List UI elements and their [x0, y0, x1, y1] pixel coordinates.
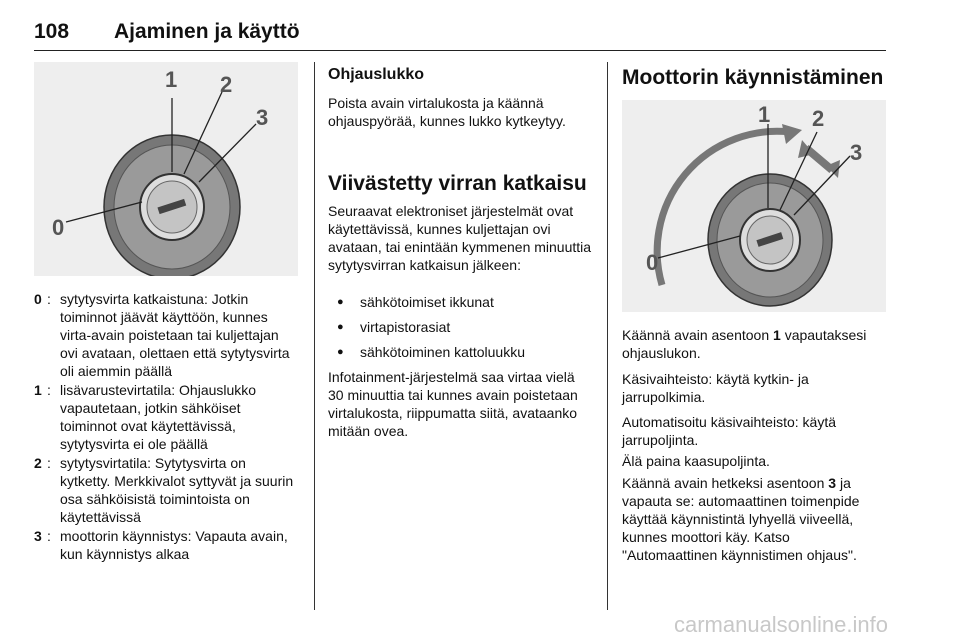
ignition-switch-illustration: [34, 62, 298, 276]
definition-key: 1: [34, 382, 42, 398]
definition-item: [34, 381, 300, 453]
text-run: ja vapauta se: automaattinen toimenpide käyttää käynnistintä lyhyellä viiveellä, kunnes moottori käy. Katso "Automaattinen käynnistimen ohjaus".: [622, 475, 860, 563]
engine-start-step-1: [622, 326, 888, 362]
engine-start-heading: Moottorin käynnistäminen: [622, 66, 884, 89]
position-number: 3: [828, 475, 837, 491]
ignition-switch-figure: [34, 62, 298, 276]
column-divider: [607, 62, 608, 610]
definition-item: [34, 454, 300, 526]
engine-start-automated-gearbox: Automatisoitu käsivaihteisto: käytä jarrupoljinta.: [622, 414, 836, 448]
text-run: Käännä avain asentoon: [622, 327, 774, 343]
list-item: ● sähkötoiminen kattoluukku: [328, 343, 592, 361]
engine-start-manual-gearbox: Käsivaihteisto: käytä kytkin- ja jarrupolkimia.: [622, 371, 809, 405]
engine-start-step-3: [622, 474, 888, 564]
definition-separator: :: [47, 528, 51, 544]
list-item: ● virtapistorasiat: [328, 318, 592, 336]
engine-start-accelerator-note: Älä paina kaasupoljinta.: [622, 453, 770, 469]
column-divider: [314, 62, 315, 610]
definition-text: sytytysvirtatila: Sytytysvirta on kytketty. Merkkivalot syttyvät ja suurin osa sähköisistä toimintoista on käytettävissä: [60, 455, 294, 525]
delayed-power-off-outro: Infotainment-järjestelmä saa virtaa vielä 30 minuuttia tai kunnes avain poistetaan virtalukosta, riippumatta siitä, avataanko mitään ovea.: [328, 369, 578, 439]
delayed-power-off-heading: Viivästetty virran katkaisu: [328, 172, 587, 195]
definition-separator: :: [47, 455, 51, 471]
chapter-title: Ajaminen ja käyttö: [114, 20, 300, 43]
definition-item: [34, 290, 300, 380]
engine-start-figure: [622, 100, 886, 312]
steering-lock-text: Poista avain virtalukosta ja käännä ohjauspyörää, kunnes lukko kytkeytyy.: [328, 95, 566, 129]
definition-key: 0: [34, 291, 42, 307]
watermark: carmanualsonline.info: [673, 612, 888, 637]
list-item: ● sähkötoimiset ikkunat: [328, 293, 592, 311]
steering-lock-heading: Ohjauslukko: [328, 66, 425, 83]
definition-item: [34, 527, 300, 563]
text-run: vapautaksesi ohjauslukon.: [622, 327, 867, 361]
figure-label: 1: [758, 102, 771, 127]
page-header: [34, 14, 886, 51]
definition-key: 3: [34, 528, 42, 544]
page-number: 108: [34, 20, 70, 43]
delayed-power-off-intro: Seuraavat elektroniset järjestelmät ovat käytettävissä, kunnes kuljettajan ovi avataan, tai enintään kymmenen minuuttia sytytysvirran katkaisun jälkeen:: [328, 203, 592, 273]
figure-label: 0: [52, 215, 65, 240]
engine-start-illustration: [622, 100, 886, 312]
text-run: Käännä avain hetkeksi asentoon: [622, 475, 829, 491]
definition-text: sytytysvirta katkaistuna: Jotkin toiminnot jäävät käyttöön, kunnes virta-avain poistetaan tai kuljettajan ovi avataan, olettaen että sytytysvirta oli aiemmin päällä: [60, 291, 290, 379]
definition-separator: :: [47, 382, 51, 398]
figure-label: 2: [812, 106, 825, 131]
definition-separator: :: [47, 291, 51, 307]
figure-label: 2: [220, 72, 233, 97]
rotation-arrow-head: [782, 124, 802, 144]
figure-label: 3: [256, 105, 269, 130]
delayed-power-off-list: [328, 293, 592, 368]
definition-key: 2: [34, 455, 42, 471]
figure-label: 0: [646, 250, 659, 275]
figure-label: 3: [850, 140, 863, 165]
definition-text: lisävarustevirtatila: Ohjauslukko vapautetaan, jotkin sähköiset toiminnot ovat käytettävissä, sytytysvirta ei ole päällä: [60, 382, 257, 452]
position-number: 1: [773, 327, 781, 343]
figure-label: 1: [165, 67, 178, 92]
definition-text: moottorin käynnistys: Vapauta avain, kun käynnistys alkaa: [60, 528, 288, 562]
position-definitions: [34, 290, 300, 564]
